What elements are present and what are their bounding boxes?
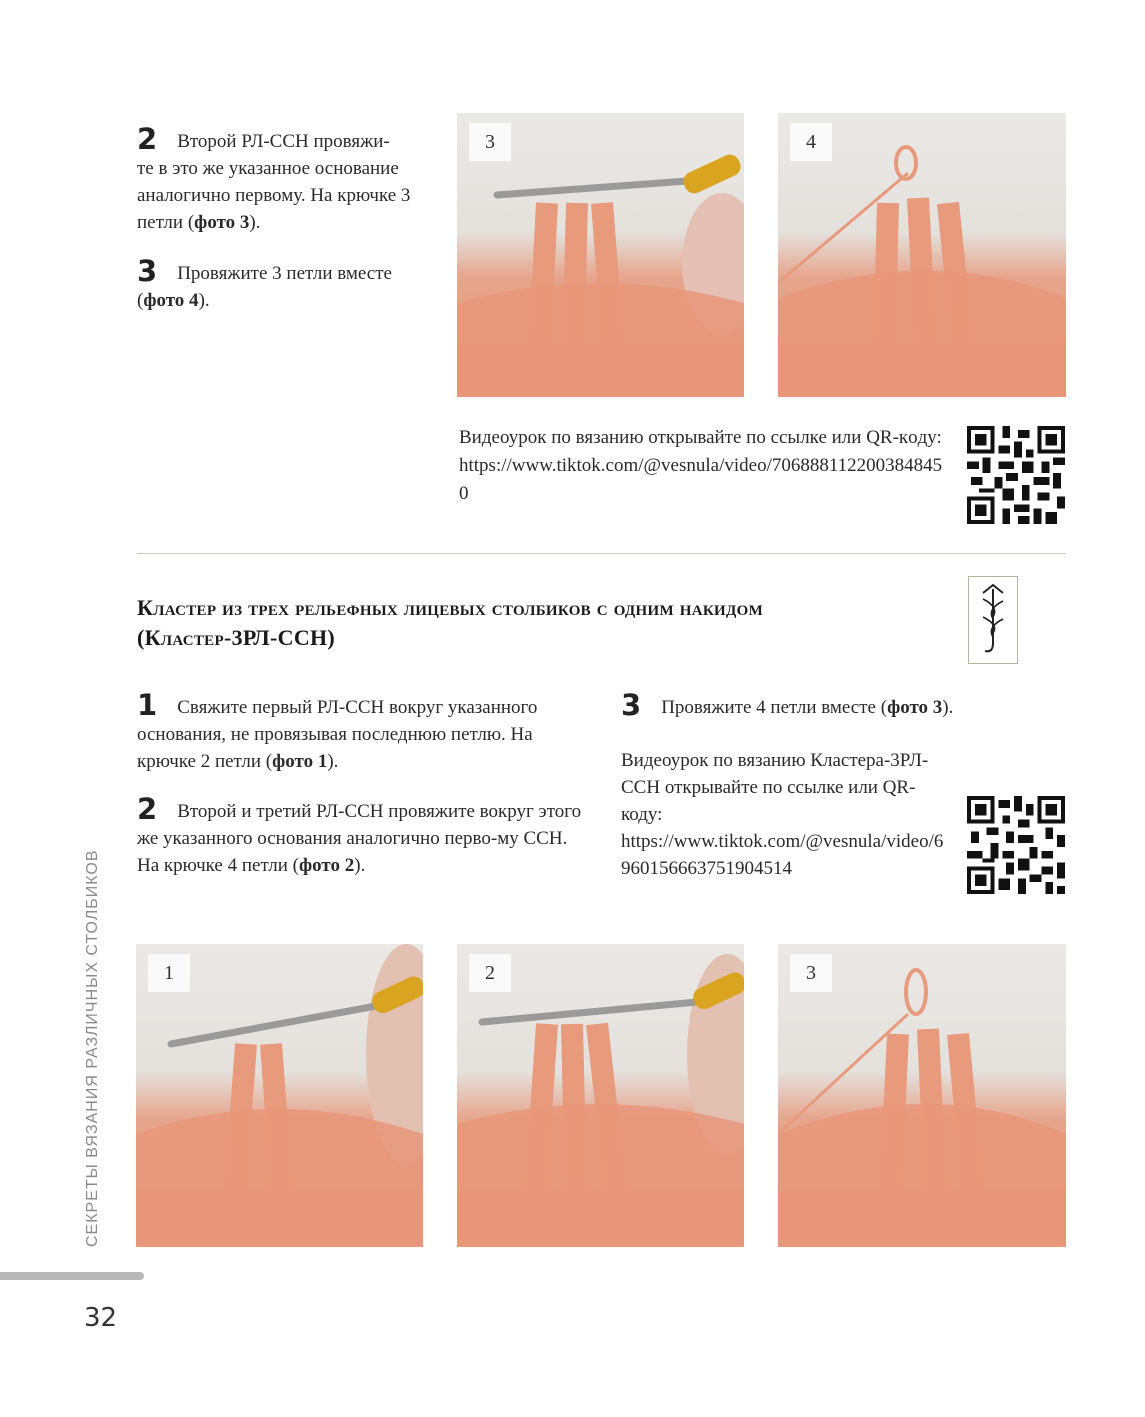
photo-3 [457,113,744,397]
section-divider [137,553,1066,554]
step-number: 3 [621,688,642,722]
section-step-3: 3 Провяжите 4 петли вместе (фото 3). [621,688,954,722]
photo-label: 3 [790,954,832,992]
side-caption: СЕКРЕТЫ ВЯЗАНИЯ РАЗЛИЧНЫХ СТОЛБИКОВ [84,849,101,1247]
section-step-2: 2 Второй и третий РЛ-ССН провяжите вокруг этого же указанного основания аналогично перво-му ССН. На крючке 4 петли (фото 2). [137,792,582,876]
qr-code-icon [967,796,1065,894]
step-number: 3 [137,254,158,288]
top-step-2: 2 Второй РЛ-ССН провяжи- те в это же указанное основание аналогично первому. На крючке 3 петли (фото 3). [137,122,411,233]
photo-ref: фото 1 [272,751,328,772]
video-note-1: Видеоурок по вязанию открывайте по ссылке или QR-кoду: https://www.tiktok.com/@vesnula/video/7068881122003848450 [459,427,943,504]
section-title [137,593,957,653]
section-title-line1: Кластер из трех рельефных лицевых столбиков с одним накидом [137,595,764,620]
video-note-2: Видеоурок по вязанию Кластера-3РЛ-ССН открывайте по ссылке или QR-коду: https://www.tiktok.com/@vesnula/video/6960156663751904514 [621,750,944,879]
section-step-1: 1 Свяжите первый РЛ-ССН вокруг указанного основания, не провязывая последнюю петлю. На крючке 2 петли (фото 1). [137,688,538,772]
photo-ref: фото 3 [194,212,250,233]
top-step-3: 3 Провяжите 3 петли вместе (фото 4). [137,254,392,311]
photo-1 [136,944,423,1247]
step-number: 1 [137,688,158,722]
qr-code-icon [967,426,1065,524]
stitch-symbol-icon [968,576,1018,664]
step-text: Провяжите 4 петли вместе ( [661,697,888,718]
page-number: 32 [84,1303,118,1333]
step-text: Второй и третий РЛ-ССН провяжите вокруг этого же указанного основания аналогично перво-му ССН. На крючке 4 петли ( [137,801,582,876]
step-number: 2 [137,792,158,826]
section-title-line2: (Кластер-3РЛ-ССН) [137,625,336,650]
photo-3b [778,944,1066,1247]
page-accent-bar [0,1272,144,1280]
photo-label: 1 [148,954,190,992]
photo-ref: фото 4 [143,290,199,311]
photo-label: 2 [469,954,511,992]
photo-2 [457,944,744,1247]
step-text: Второй РЛ-ССН провяжи- те в это же указанное основание аналогично первому. На крючке 3 петли ( [137,131,411,233]
photo-label: 4 [790,123,832,161]
step-text: Свяжите первый РЛ-ССН вокруг указанного основания, не провязывая последнюю петлю. На крючке 2 петли ( [137,697,538,772]
photo-4 [778,113,1066,397]
step-number: 2 [137,122,158,156]
step-text: Провяжите 3 петли вместе ( [137,263,392,311]
photo-label: 3 [469,123,511,161]
photo-ref: фото 2 [299,855,355,876]
photo-ref: фото 3 [887,697,943,718]
